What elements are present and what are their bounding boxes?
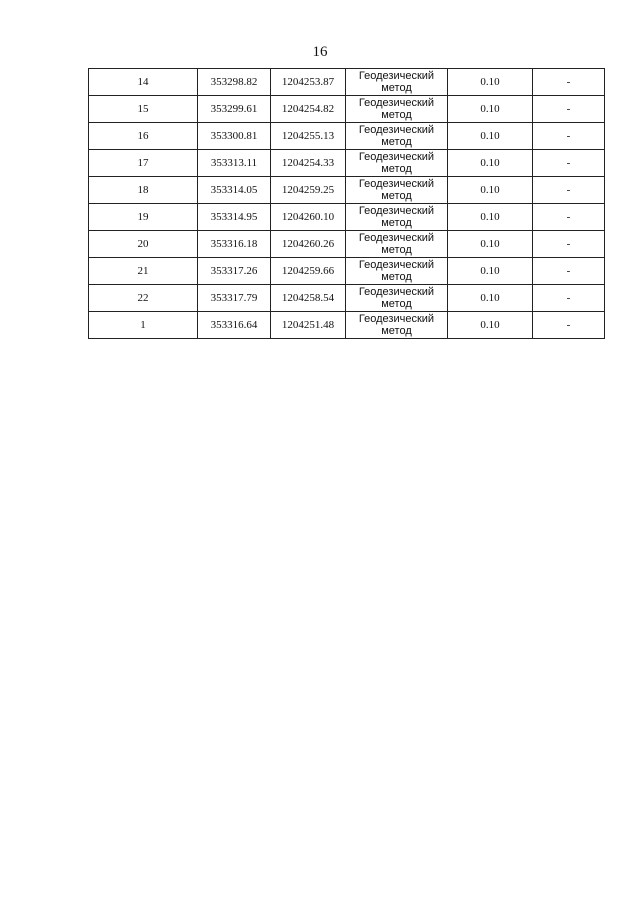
y-coordinate-cell: 1204251.48 (271, 312, 346, 339)
accuracy-cell: 0.10 (448, 204, 533, 231)
method-line2: метод (381, 325, 412, 337)
method-line2: метод (381, 271, 412, 283)
method-line2: метод (381, 298, 412, 310)
method-line1: Геодезический (358, 151, 435, 163)
point-number-cell: 21 (89, 258, 198, 285)
method-line1: Геодезический (358, 286, 435, 298)
method-cell (346, 150, 448, 177)
table-row (89, 96, 605, 123)
method-cell (346, 285, 448, 312)
method-line1: Геодезический (358, 97, 435, 109)
accuracy-cell: 0.10 (448, 96, 533, 123)
y-coordinate-cell: 1204259.66 (271, 258, 346, 285)
point-number-cell: 19 (89, 204, 198, 231)
x-coordinate-cell: 353313.11 (198, 150, 271, 177)
x-coordinate-cell: 353314.95 (198, 204, 271, 231)
accuracy-cell: 0.10 (448, 285, 533, 312)
method-line2: метод (381, 190, 412, 202)
table-row (89, 123, 605, 150)
x-coordinate-cell: 353298.82 (198, 69, 271, 96)
table-row (89, 285, 605, 312)
table-row (89, 150, 605, 177)
method-line2: метод (381, 217, 412, 229)
table-row (89, 231, 605, 258)
x-coordinate-cell: 353300.81 (198, 123, 271, 150)
method-line2: метод (381, 82, 412, 94)
y-coordinate-cell: 1204253.87 (271, 69, 346, 96)
table-row (89, 69, 605, 96)
method-line1: Геодезический (358, 70, 435, 82)
method-line1: Геодезический (358, 259, 435, 271)
x-coordinate-cell: 353317.79 (198, 285, 271, 312)
description-cell: - (533, 96, 605, 123)
y-coordinate-cell: 1204254.33 (271, 150, 346, 177)
method-line1: Геодезический (358, 205, 435, 217)
accuracy-cell: 0.10 (448, 231, 533, 258)
y-coordinate-cell: 1204254.82 (271, 96, 346, 123)
method-cell (346, 231, 448, 258)
point-number-cell: 20 (89, 231, 198, 258)
x-coordinate-cell: 353299.61 (198, 96, 271, 123)
method-cell (346, 96, 448, 123)
y-coordinate-cell: 1204260.26 (271, 231, 346, 258)
y-coordinate-cell: 1204260.10 (271, 204, 346, 231)
x-coordinate-cell: 353314.05 (198, 177, 271, 204)
method-cell (346, 204, 448, 231)
accuracy-cell: 0.10 (448, 150, 533, 177)
method-line2: метод (381, 136, 412, 148)
table-row (89, 258, 605, 285)
method-line1: Геодезический (358, 178, 435, 190)
description-cell: - (533, 123, 605, 150)
y-coordinate-cell: 1204259.25 (271, 177, 346, 204)
method-line2: метод (381, 244, 412, 256)
description-cell: - (533, 231, 605, 258)
x-coordinate-cell: 353317.26 (198, 258, 271, 285)
coordinates-table-body (89, 69, 605, 339)
point-number-cell: 16 (89, 123, 198, 150)
method-cell (346, 177, 448, 204)
point-number-cell: 14 (89, 69, 198, 96)
point-number-cell: 17 (89, 150, 198, 177)
method-line1: Геодезический (358, 313, 435, 325)
coordinates-table (88, 68, 605, 339)
method-line2: метод (381, 163, 412, 175)
accuracy-cell: 0.10 (448, 69, 533, 96)
method-line1: Геодезический (358, 124, 435, 136)
y-coordinate-cell: 1204258.54 (271, 285, 346, 312)
accuracy-cell: 0.10 (448, 123, 533, 150)
accuracy-cell: 0.10 (448, 177, 533, 204)
table-row (89, 312, 605, 339)
x-coordinate-cell: 353316.18 (198, 231, 271, 258)
method-cell (346, 258, 448, 285)
method-line1: Геодезический (358, 232, 435, 244)
x-coordinate-cell: 353316.64 (198, 312, 271, 339)
y-coordinate-cell: 1204255.13 (271, 123, 346, 150)
point-number-cell: 18 (89, 177, 198, 204)
point-number-cell: 22 (89, 285, 198, 312)
description-cell: - (533, 177, 605, 204)
page-number: 16 (312, 44, 328, 60)
description-cell: - (533, 69, 605, 96)
description-cell: - (533, 258, 605, 285)
table-row (89, 204, 605, 231)
table-row (89, 177, 605, 204)
point-number-cell: 1 (89, 312, 198, 339)
point-number-cell: 15 (89, 96, 198, 123)
description-cell: - (533, 150, 605, 177)
description-cell: - (533, 204, 605, 231)
method-cell (346, 123, 448, 150)
description-cell: - (533, 285, 605, 312)
method-cell (346, 312, 448, 339)
method-line2: метод (381, 109, 412, 121)
accuracy-cell: 0.10 (448, 312, 533, 339)
method-cell (346, 69, 448, 96)
description-cell: - (533, 312, 605, 339)
accuracy-cell: 0.10 (448, 258, 533, 285)
